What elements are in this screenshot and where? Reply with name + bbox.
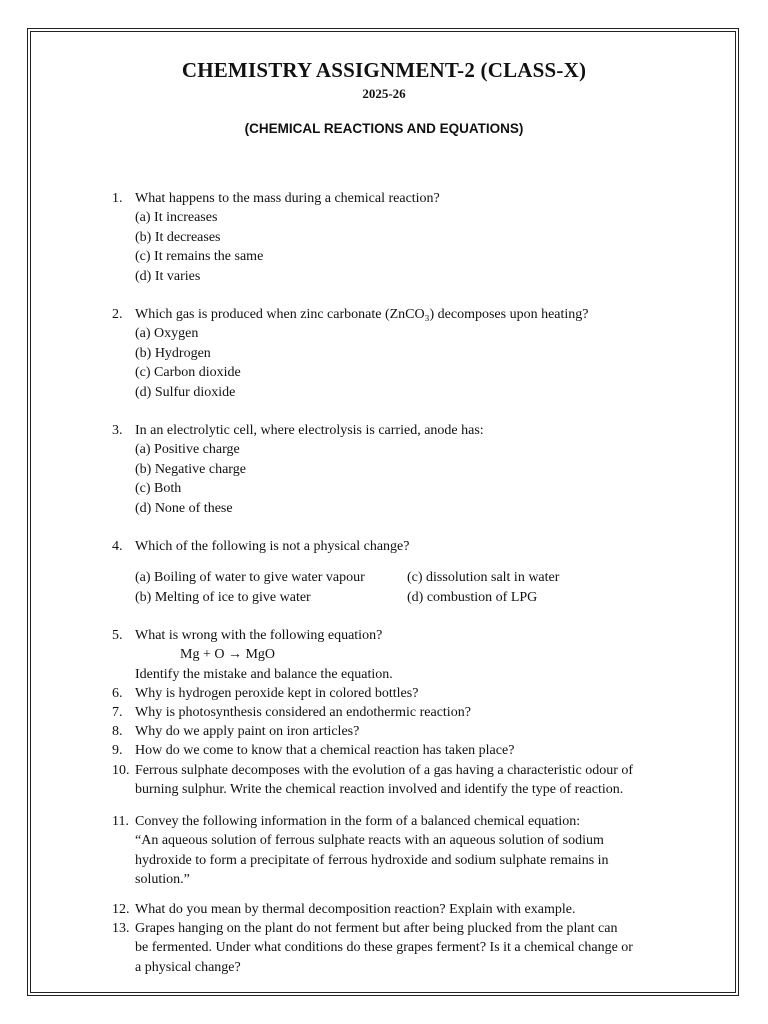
option-c: (c) dissolution salt in water — [407, 570, 560, 586]
question-number: 10. — [112, 763, 130, 778]
option-b: (b) Melting of ice to give water — [135, 589, 311, 605]
question-text: Which gas is produced when zinc carbonate (ZnCO₃) decomposes upon heating? — [135, 307, 589, 322]
question-number: 7. — [112, 705, 123, 720]
option-d: (d) combustion of LPG — [407, 589, 538, 605]
question-number: 9. — [112, 743, 123, 758]
option-c: (c) Carbon dioxide — [135, 365, 241, 381]
option-a: (a) Positive charge — [135, 442, 240, 458]
question-number: 6. — [112, 686, 123, 701]
question-text-line-1: Grapes hanging on the plant do not ferment but after being plucked from the plant can — [135, 921, 618, 936]
question-4 — [112, 537, 695, 607]
question-number: 3. — [112, 423, 123, 438]
question-text: Why is photosynthesis considered an endothermic reaction? — [135, 705, 471, 720]
question-7 — [112, 703, 695, 722]
question-11 — [112, 812, 705, 890]
option-c: (c) Both — [135, 481, 182, 497]
option-a: (a) Boiling of water to give water vapour — [135, 570, 365, 586]
question-text: What do you mean by thermal decomposition reaction? Explain with example. — [135, 902, 576, 917]
academic-year: 2025-26 — [362, 86, 406, 101]
question-text: Which of the following is not a physical change? — [135, 539, 410, 554]
question-10 — [112, 761, 705, 800]
question-text-line-3: a physical change? — [135, 959, 241, 975]
question-number: 13. — [112, 921, 130, 936]
question-text-line-4: solution.” — [135, 872, 190, 888]
question-text: What happens to the mass during a chemical reaction? — [135, 191, 440, 206]
question-6 — [112, 684, 695, 703]
question-text: Why do we apply paint on iron articles? — [135, 724, 360, 739]
question-number: 4. — [112, 539, 123, 554]
question-text-line-2: “An aqueous solution of ferrous sulphate reacts with an aqueous solution of sodium — [135, 833, 604, 849]
question-8 — [112, 722, 695, 741]
page-title: CHEMISTRY ASSIGNMENT-2 (CLASS-X) — [181, 58, 587, 82]
question-text-line-2: be fermented. Under what conditions do these grapes ferment? Is it a chemical change or — [135, 940, 633, 956]
question-text: In an electrolytic cell, where electrolysis is carried, anode has: — [135, 423, 484, 438]
question-5 — [112, 626, 695, 684]
question-text: Why is hydrogen peroxide kept in colored bottles? — [135, 686, 419, 701]
option-d: (d) None of these — [135, 500, 233, 516]
question-text-line-1: Convey the following information in the form of a balanced chemical equation: — [135, 814, 581, 829]
option-c: (c) It remains the same — [135, 249, 264, 265]
question-1 — [112, 189, 695, 286]
question-number: 5. — [112, 628, 123, 643]
question-text: How do we come to know that a chemical reaction has taken place? — [135, 743, 515, 758]
option-b: (b) Negative charge — [135, 461, 246, 477]
option-b: (b) Hydrogen — [135, 345, 211, 361]
question-2 — [112, 305, 695, 402]
chapter-title: (CHEMICAL REACTIONS AND EQUATIONS) — [244, 121, 524, 136]
option-a: (a) Oxygen — [135, 326, 199, 342]
option-a: (a) It increases — [135, 210, 218, 226]
question-text: What is wrong with the following equation? — [135, 628, 383, 643]
options-grid — [135, 568, 695, 607]
question-text-line-1: Ferrous sulphate decomposes with the evolution of a gas having a characteristic odour of — [135, 763, 634, 778]
question-number: 11. — [112, 814, 129, 829]
question-text-line-3: hydroxide to form a precipitate of ferrous hydroxide and sodium sulphate remains in — [135, 852, 609, 868]
option-d: (d) Sulfur dioxide — [135, 384, 236, 400]
question-12 — [112, 900, 695, 919]
question-3 — [112, 421, 695, 518]
question-number: 12. — [112, 902, 130, 917]
question-followup: Identify the mistake and balance the equation. — [135, 666, 393, 682]
question-number: 2. — [112, 307, 123, 322]
question-number: 8. — [112, 724, 123, 739]
question-13 — [112, 919, 705, 977]
chemical-equation: Mg + O → MgO — [180, 647, 276, 663]
option-b: (b) It decreases — [135, 229, 221, 245]
question-number: 1. — [112, 191, 123, 206]
question-text-line-2: burning sulphur. Write the chemical reaction involved and identify the type of reaction. — [135, 782, 624, 798]
question-9 — [112, 741, 695, 760]
option-d: (d) It varies — [135, 268, 201, 284]
